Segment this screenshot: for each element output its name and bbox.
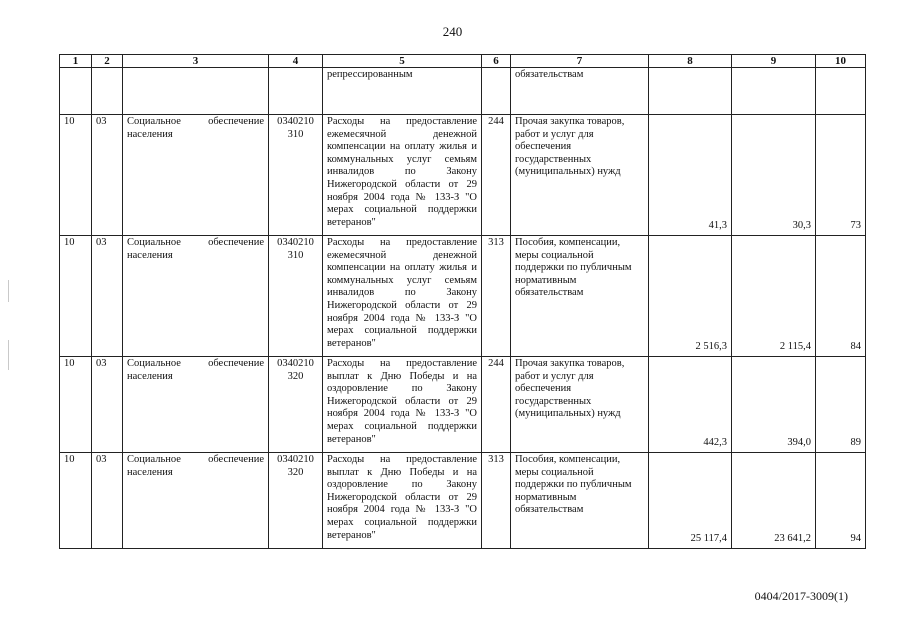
cell-expense-type: Пособия, компенсации, меры социальной поддержки по публичным нормативным обязательствам — [511, 236, 649, 357]
cell-expense-type: Прочая закупка товаров, работ и услуг для обеспечения государственных (муниципальных) нужд — [511, 115, 649, 236]
cell-col8: 41,3 — [649, 115, 732, 236]
column-number: 4 — [269, 55, 323, 68]
cell-code — [269, 68, 323, 115]
cell-col10: 89 — [816, 357, 866, 453]
column-number: 6 — [482, 55, 511, 68]
cell-col10: 73 — [816, 115, 866, 236]
cell-vr — [482, 68, 511, 115]
cell-name: Социальное обеспечение населения — [123, 453, 269, 549]
cell-section: 10 — [60, 357, 92, 453]
table-row — [60, 115, 866, 236]
cell-section: 10 — [60, 236, 92, 357]
cell-subsection — [92, 68, 123, 115]
column-number: 10 — [816, 55, 866, 68]
cell-section — [60, 68, 92, 115]
cell-subsection: 03 — [92, 453, 123, 549]
cell-description: Расходы на предоставление выплат к Дню Победы и на оздоровление по Закону Нижегородской области от 29 ноября 2004 года № 133-З "О мерах социальной поддержки ветеранов" — [323, 357, 482, 453]
cell-col8: 442,3 — [649, 357, 732, 453]
cell-col8 — [649, 68, 732, 115]
document-code: 0404/2017-3009(1) — [754, 589, 848, 603]
cell-code: 0340210 310 — [269, 115, 323, 236]
cell-col9: 2 115,4 — [732, 236, 816, 357]
budget-table — [59, 54, 866, 549]
continuation-row — [60, 68, 866, 115]
column-number: 9 — [732, 55, 816, 68]
cell-vr: 313 — [482, 453, 511, 549]
column-number: 1 — [60, 55, 92, 68]
scan-artifact — [8, 280, 9, 302]
cell-col9: 394,0 — [732, 357, 816, 453]
cell-name: Социальное обеспечение населения — [123, 115, 269, 236]
cell-vr: 313 — [482, 236, 511, 357]
cell-col10 — [816, 68, 866, 115]
table-row — [60, 236, 866, 357]
column-number: 8 — [649, 55, 732, 68]
cell-name — [123, 68, 269, 115]
cell-description: Расходы на предоставление ежемесячной денежной компенсации на оплату жилья и коммунальных услуг семьям инвалидов по Закону Нижегородской области от 29 ноября 2004 года № 133-З "О мерах социальной поддержки ветеранов" — [323, 115, 482, 236]
cell-code: 0340210 320 — [269, 357, 323, 453]
column-number: 7 — [511, 55, 649, 68]
column-number-row — [60, 55, 866, 68]
cell-description: Расходы на предоставление выплат к Дню Победы и на оздоровление по Закону Нижегородской области от 29 ноября 2004 года № 133-З "О мерах социальной поддержки ветеранов" — [323, 453, 482, 549]
cell-subsection: 03 — [92, 236, 123, 357]
cell-name: Социальное обеспечение населения — [123, 357, 269, 453]
cell-section: 10 — [60, 115, 92, 236]
cell-vr: 244 — [482, 357, 511, 453]
cell-col9: 23 641,2 — [732, 453, 816, 549]
cell-subsection: 03 — [92, 357, 123, 453]
cell-subsection: 03 — [92, 115, 123, 236]
cell-col10: 84 — [816, 236, 866, 357]
column-number: 5 — [323, 55, 482, 68]
table-row — [60, 357, 866, 453]
page-number: 240 — [442, 24, 463, 39]
cell-expense-type: Прочая закупка товаров, работ и услуг для обеспечения государственных (муниципальных) нужд — [511, 357, 649, 453]
cell-vr: 244 — [482, 115, 511, 236]
cell-section: 10 — [60, 453, 92, 549]
cell-col9: 30,3 — [732, 115, 816, 236]
cell-description: Расходы на предоставление ежемесячной денежной компенсации на оплату жилья и коммунальных услуг семьям инвалидов по Закону Нижегородской области от 29 ноября 2004 года № 133-З "О мерах социальной поддержки ветеранов" — [323, 236, 482, 357]
cell-expense-type: обязательствам — [511, 68, 649, 115]
cell-code: 0340210 320 — [269, 453, 323, 549]
cell-expense-type: Пособия, компенсации, меры социальной поддержки по публичным нормативным обязательствам — [511, 453, 649, 549]
table-row — [60, 453, 866, 549]
cell-description: репрессированным — [323, 68, 482, 115]
cell-col8: 2 516,3 — [649, 236, 732, 357]
cell-code: 0340210 310 — [269, 236, 323, 357]
cell-col8: 25 117,4 — [649, 453, 732, 549]
cell-col10: 94 — [816, 453, 866, 549]
column-number: 2 — [92, 55, 123, 68]
scan-artifact — [8, 340, 9, 370]
cell-name: Социальное обеспечение населения — [123, 236, 269, 357]
cell-col9 — [732, 68, 816, 115]
column-number: 3 — [123, 55, 269, 68]
